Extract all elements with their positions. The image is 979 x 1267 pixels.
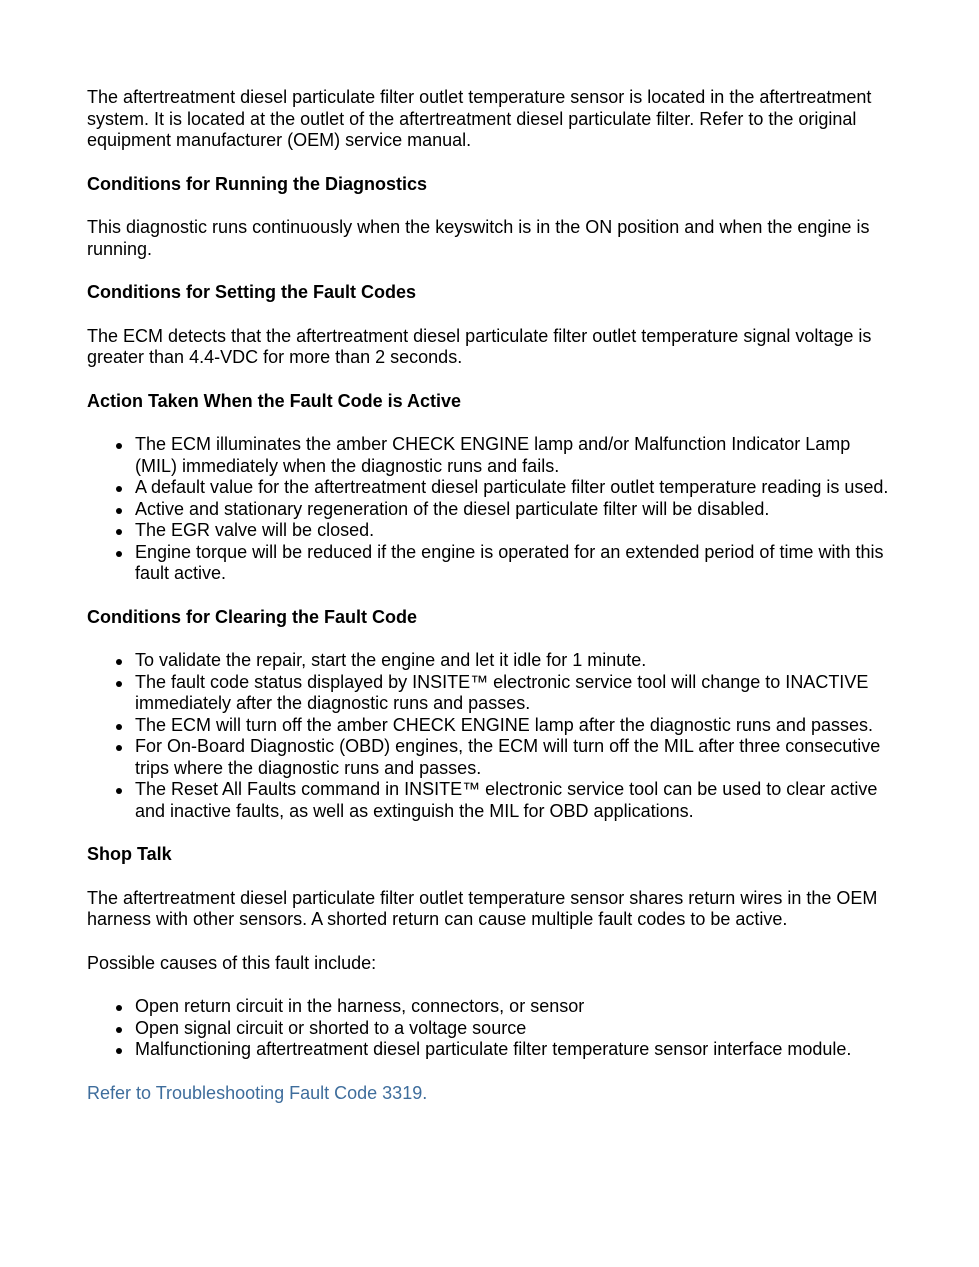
list-item: Active and stationary regeneration of the diesel particulate filter will be disabled. [135, 499, 897, 521]
setting-heading: Conditions for Setting the Fault Codes [87, 282, 416, 302]
list-item: The ECM will turn off the amber CHECK ENGINE lamp after the diagnostic runs and passes. [135, 715, 897, 737]
intro-paragraph: The aftertreatment diesel particulate filter outlet temperature sensor is located in the aftertreatment system. It is located at the outlet of the aftertreatment diesel particulate filter. Refer to the original equipment manufacturer (OEM) service manual. [87, 87, 872, 150]
list-item: A default value for the aftertreatment diesel particulate filter outlet temperature reading is used. [135, 477, 897, 499]
list-item: Malfunctioning aftertreatment diesel particulate filter temperature sensor interface module. [135, 1039, 897, 1061]
action-heading: Action Taken When the Fault Code is Active [87, 390, 462, 411]
list-item: The ECM illuminates the amber CHECK ENGINE lamp and/or Malfunction Indicator Lamp (MIL) immediately when the diagnostic runs and fails. [135, 434, 897, 477]
causes-intro: Possible causes of this fault include: [87, 952, 377, 973]
list-item: Open signal circuit or shorted to a voltage source [135, 1018, 897, 1040]
clearing-list [87, 650, 897, 822]
list-item: Engine torque will be reduced if the engine is operated for an extended period of time with this fault active. [135, 542, 897, 585]
shop-talk-heading: Shop Talk [87, 844, 172, 864]
setting-paragraph: The ECM detects that the aftertreatment diesel particulate filter outlet temperature signal voltage is greater than 4.4-VDC for more than 2 seconds. [87, 325, 872, 367]
clearing-heading: Conditions for Clearing the Fault Code [87, 606, 417, 627]
list-item: For On-Board Diagnostic (OBD) engines, the ECM will turn off the MIL after three consecutive trips where the diagnostic runs and passes. [135, 736, 897, 779]
document-page [87, 87, 897, 1126]
list-item: The fault code status displayed by INSITE™ electronic service tool will change to INACTIVE immediately after the diagnostic runs and passes. [135, 672, 897, 715]
causes-list [87, 996, 897, 1061]
list-item: The Reset All Faults command in INSITE™ electronic service tool can be used to clear active and inactive faults, as well as extinguish the MIL for OBD applications. [135, 779, 897, 822]
running-heading: Conditions for Running the Diagnostics [87, 173, 427, 194]
troubleshooting-link-paragraph [87, 1083, 897, 1105]
action-list [87, 434, 897, 585]
list-item: Open return circuit in the harness, connectors, or sensor [135, 996, 897, 1018]
troubleshooting-link[interactable]: Refer to Troubleshooting Fault Code 3319. [87, 1082, 428, 1103]
shop-talk-paragraph: The aftertreatment diesel particulate filter outlet temperature sensor shares return wires in the OEM harness with other sensors. A shorted return can cause multiple fault codes to be active. [87, 887, 878, 929]
running-paragraph: This diagnostic runs continuously when the keyswitch is in the ON position and when the engine is running. [87, 217, 870, 259]
list-item: To validate the repair, start the engine and let it idle for 1 minute. [135, 650, 897, 672]
list-item: The EGR valve will be closed. [135, 520, 897, 542]
